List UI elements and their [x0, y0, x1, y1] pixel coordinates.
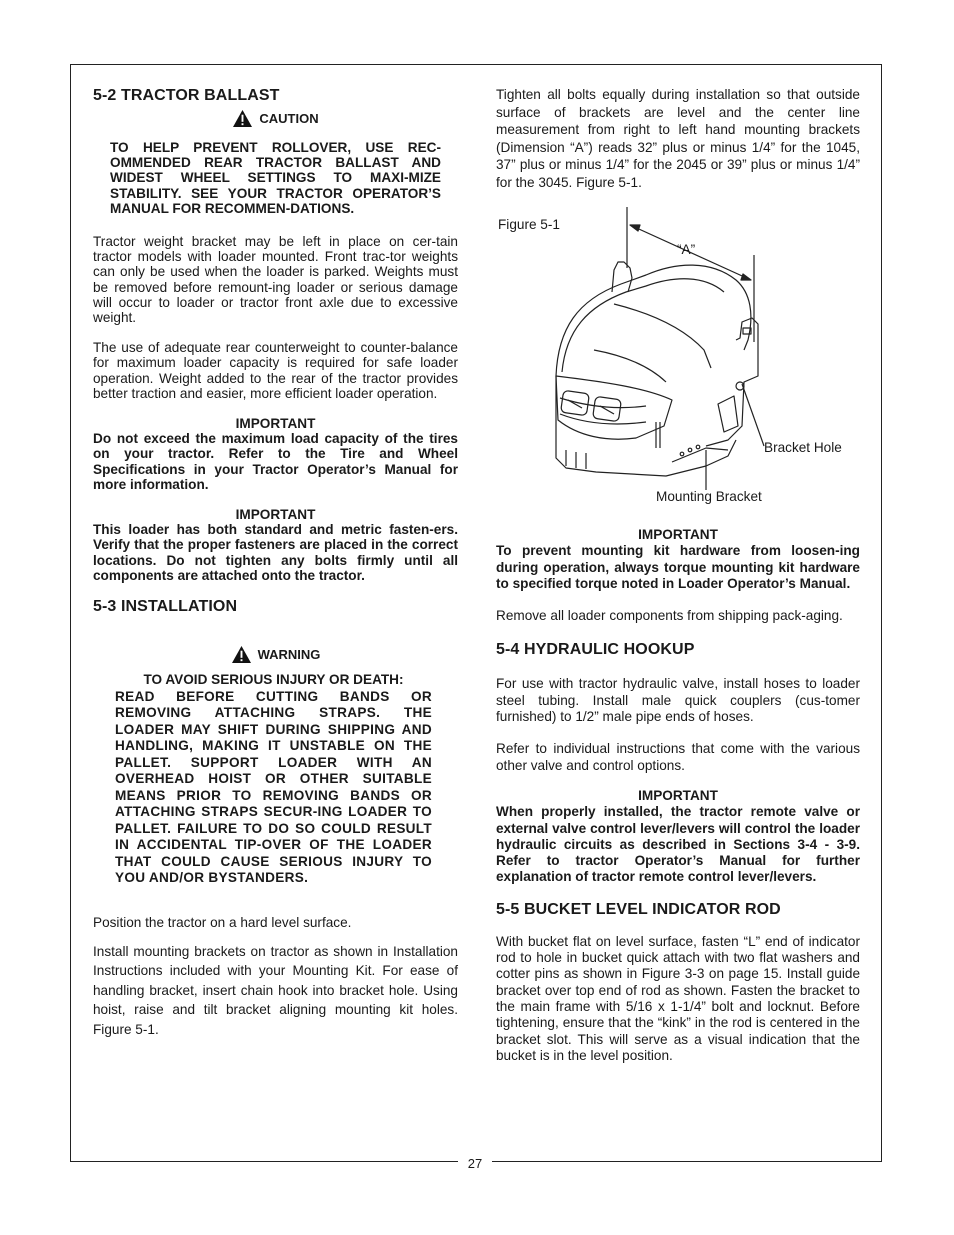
installation-paragraph-1: Position the tractor on a hard level surface. — [93, 914, 352, 930]
bracket-hole-label: Bracket Hole — [764, 440, 842, 455]
right-column-top — [496, 86, 860, 192]
caution-text: TO HELP PREVENT ROLLOVER, USE REC-OMMENDED REAR TRACTOR BALLAST AND WIDEST WHEEL SETTINGS TO MAXI-MIZE STABILITY. SEE YOUR TRACTOR OPERATOR’S MANUAL FOR RECOMMEN-DATIONS. — [110, 140, 441, 216]
important-label-3: IMPORTANT — [638, 527, 718, 542]
important-label-1: IMPORTANT — [235, 416, 316, 432]
warning-text: READ BEFORE CUTTING BANDS OR REMOVING ATTACHING STRAPS. THE LOADER MAY SHIFT DURING SHIPPING AND HANDLING, MAKING IT UNSTABLE ON THE PALLET. SUPPORT LOADER WITH AN OVERHEAD HOIST OR OTHER SUITABLE MEANS PRIOR TO REMOVING BANDS OR ATTACHING STRAPS SECUR-ING LOADER TO PALLET. FAILURE TO DO SO COULD RESULT IN ACCIDENTAL TIP-OVER OF THE LOADER THAT COULD CAUSE SERIOUS INJURY TO YOU AND/OR BYSTANDERS. — [115, 688, 432, 886]
warning-triangle-icon — [232, 109, 253, 128]
mounting-bracket-label: Mounting Bracket — [656, 489, 762, 504]
caution-signal — [93, 109, 458, 128]
bucket-paragraph: With bucket flat on level surface, fasten “L” end of indicator rod to hole in bucket quick attach with two flat washers and cotter pins as shown in Figure 3-3 on page 15. Install guide bracket over top end of rod as shown. Fasten the bracket to the main frame with 5/16 x 1-1/4” bolt and locknut. Before tightening, ensure that the “kink” in the rod is centered in the bracket slot. This will serve as a visual indication that the bucket is in the level position. — [496, 933, 860, 1063]
right-column-bottom — [496, 527, 860, 1064]
installation-heading: 5-3 INSTALLATION — [93, 598, 238, 616]
ballast-paragraph-1: Tractor weight bracket may be left in place on cer-tain tractor models with loader mounted. Front trac-tor weights can only be used when the loader is parked. Weights must be removed before remount-ing loader or serious damage will occur to loader or tractor front axle due to excessive weight. — [93, 234, 458, 326]
important-text-1: Do not exceed the maximum load capacity of the tires on your tractor. Refer to the Tire and Wheel Specifications in your Tractor Operator’s Manual for more information. — [93, 431, 458, 492]
important-label-2: IMPORTANT — [235, 507, 316, 523]
bolt-intro-paragraph: Tighten all bolts equally during installation so that outside surface of brackets are level and the center line measurement from right to left hand mounting brackets (Dimension “A”) reads 32” plus or minus 1/4” for the 1045, 37” plus or minus 1/4” for the 2045 or 39” plus or minus 1/4” for the 3045. Figure 5-1. — [496, 87, 860, 190]
important-text-3: To prevent mounting kit hardware from loosen-ing during operation, always torque mounting kit hardware to specified torque noted in Loader Operator’s Manual. — [496, 543, 860, 591]
figure-5-1 — [496, 200, 860, 520]
hydraulic-heading: 5-4 HYDRAULIC HOOKUP — [496, 641, 695, 659]
remove-paragraph: Remove all loader components from shipping pack-aging. — [496, 608, 843, 624]
warning-first-line: TO AVOID SERIOUS INJURY OR DEATH: — [143, 672, 404, 688]
important-label-4: IMPORTANT — [638, 787, 718, 803]
dimension-a-label: “A” — [677, 242, 696, 257]
hydraulic-paragraph-1: For use with tractor hydraulic valve, install hoses to loader steel tubing. Install male quick couplers (cus-tomer furnished) to 1/2” male pipe ends of hoses. — [496, 676, 860, 725]
important-text-4: When properly installed, the tractor remote valve or external valve control lever/levers will control the loader hydraulic circuits as described in Sections 3-4 - 3-9. Refer to tractor Operator’s Manual for further explanation of tractor remote control lever/levers. — [496, 804, 860, 885]
warning-label: WARNING — [257, 646, 321, 662]
figure-caption: Figure 5-1 — [498, 217, 560, 232]
warning-triangle-icon — [231, 645, 252, 664]
important-text-2: This loader has both standard and metric fasten-ers. Verify that the proper fasteners are placed in the correct locations. Do not tighten any bolts firmly until all components are attached onto the tractor. — [93, 522, 458, 583]
ballast-paragraph-2: The use of adequate rear counterweight to counter-balance for maximum loader capacity is required for safe loader operation. Weight added to the rear of the tractor provides better traction and easier, more efficient loader operation. — [93, 340, 458, 401]
caution-label: CAUTION — [259, 110, 319, 126]
bucket-heading: 5-5 BUCKET LEVEL INDICATOR ROD — [496, 900, 781, 918]
ballast-heading: 5-2 TRACTOR BALLAST — [93, 87, 280, 104]
hydraulic-paragraph-2: Refer to individual instructions that come with the various other valve and control options. — [496, 741, 860, 773]
installation-paragraph-2: Install mounting brackets on tractor as shown in Installation Instructions included with your Mounting Kit. For ease of handling bracket, insert chain hook into bracket hole. Using hoist, raise and tilt bracket aligning mounting kit holes. Figure 5-1. — [93, 943, 458, 1037]
warning-signal — [93, 645, 458, 664]
page-number: 27 — [458, 1156, 492, 1172]
left-column — [93, 86, 458, 1039]
